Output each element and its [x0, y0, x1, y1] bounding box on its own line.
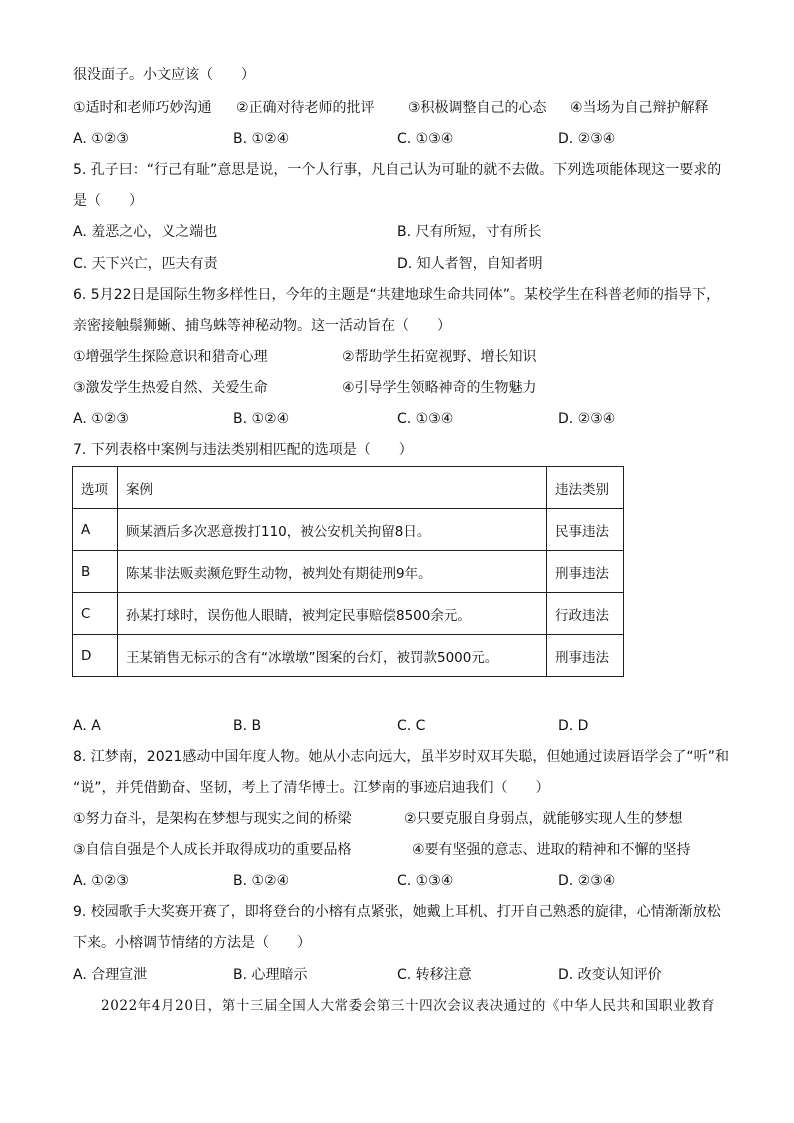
q4-item-1: ①适时和老师巧妙沟通 [73, 100, 212, 116]
q7-stem: 7. 下列表格中案例与违法类别相匹配的选项是（ ） [73, 442, 413, 458]
q8-stem: 8. 江梦南，2021感动中国年度人物。她从小志向远大，虽半岁时双耳失聪，但她通过读唇语学会了“听”和 [73, 749, 729, 765]
q9-option-c[interactable]: C. 转移注意 [397, 967, 472, 983]
q6-item-1: ①增强学生探险意识和猎奇心理 [73, 349, 268, 365]
table-row [73, 509, 624, 551]
table-cell-category: 行政违法 [547, 593, 624, 635]
q4-option-c[interactable]: C. ①③④ [397, 131, 454, 147]
q7-case-table [72, 466, 624, 677]
q9-option-a[interactable]: A. 合理宣泄 [73, 967, 148, 983]
q5-option-a[interactable]: A. 羞恶之心，义之端也 [73, 224, 218, 240]
q7-option-b[interactable]: B. B [233, 718, 262, 734]
table-header-row [73, 467, 624, 509]
table-cell-option: C [73, 593, 118, 635]
q6-item-2: ②帮助学生拓宽视野、增长知识 [342, 349, 537, 365]
q5-option-c[interactable]: C. 天下兴亡，匹夫有责 [73, 256, 218, 272]
table-cell-case: 孙某打球时，误伤他人眼睛，被判定民事赔偿8500余元。 [118, 593, 547, 635]
q5-stem: 5. 孔子曰：“行己有耻”意思是说，一个人行事，凡自己认为可耻的就不去做。下列选项能体现这一要求的 [73, 162, 722, 178]
q8-statements-row1 [73, 809, 733, 829]
q5-stem-cont: 是（ ） [73, 193, 143, 209]
q8-options [73, 871, 733, 891]
q4-option-b[interactable]: B. ①②④ [233, 131, 290, 147]
q8-statements-row2 [73, 840, 733, 860]
q8-item-4: ④要有坚强的意志、进取的精神和不懈的坚持 [412, 842, 691, 858]
q6-item-4: ④引导学生领略神奇的生物魅力 [342, 380, 537, 396]
q5-options-row1 [73, 222, 733, 242]
table-cell-case: 顾某酒后多次恶意拨打110，被公安机关拘留8日。 [118, 509, 547, 551]
q8-stem-cont: “说”，并凭借勤奋、坚韧，考上了清华博士。江梦南的事迹启迪我们（ ） [73, 780, 550, 796]
q9-option-d[interactable]: D. 改变认知评价 [558, 967, 662, 983]
table-row [73, 635, 624, 677]
q4-stem-end: 很没面子。小文应该（ ） [73, 67, 255, 83]
q4-item-2: ②正确对待老师的批评 [236, 100, 375, 116]
q5-option-d[interactable]: D. 知人者智，自知者明 [397, 256, 543, 272]
q7-option-c[interactable]: C. C [397, 718, 426, 734]
q4-item-4: ④当场为自己辩护解释 [570, 100, 709, 116]
table-cell-option: D [73, 635, 118, 677]
q5-option-b[interactable]: B. 尺有所短，寸有所长 [397, 224, 542, 240]
table-row [73, 593, 624, 635]
table-cell-category: 刑事违法 [547, 551, 624, 593]
q8-option-a[interactable]: A. ①②③ [73, 873, 129, 889]
table-cell-case: 王某销售无标示的含有“冰墩墩”图案的台灯，被罚款5000元。 [118, 635, 547, 677]
q7-options [73, 716, 733, 736]
table-cell-case: 陈某非法贩卖濒危野生动物，被判处有期徒刑9年。 [118, 551, 547, 593]
q6-stem-cont: 亲密接触鬃狮蜥、捕鸟蛛等神秘动物。这一活动旨在（ ） [73, 318, 451, 334]
q7-option-a[interactable]: A. A [73, 718, 101, 734]
table-header-cell: 选项 [73, 467, 118, 509]
q4-option-d[interactable]: D. ②③④ [558, 131, 616, 147]
table-cell-option: A [73, 509, 118, 551]
q6-option-c[interactable]: C. ①③④ [397, 411, 454, 427]
q7-option-d[interactable]: D. D [558, 718, 589, 734]
q6-options [73, 409, 733, 429]
q4-item-3: ③积极调整自己的心态 [408, 100, 547, 116]
q6-option-b[interactable]: B. ①②④ [233, 411, 290, 427]
q4-statements [73, 98, 733, 118]
q10-stem: 2022年4月20日，第十三届全国人大常委会第三十四次会议表决通过的《中华人民共和国职业教育 [101, 998, 716, 1014]
q8-item-2: ②只要克服自身弱点，就能够实现人生的梦想 [404, 811, 683, 827]
q8-item-3: ③自信自强是个人成长并取得成功的重要品格 [73, 842, 352, 858]
q5-options-row2 [73, 254, 733, 274]
q8-option-c[interactable]: C. ①③④ [397, 873, 454, 889]
q8-option-d[interactable]: D. ②③④ [558, 873, 616, 889]
q6-option-a[interactable]: A. ①②③ [73, 411, 129, 427]
q6-statements-row2 [73, 378, 733, 398]
q6-option-d[interactable]: D. ②③④ [558, 411, 616, 427]
table-row [73, 551, 624, 593]
q6-stem: 6. 5月22日是国际生物多样性日，今年的主题是“共建地球生命共同体”。某校学生在科普老师的指导下， [73, 287, 721, 303]
q9-option-b[interactable]: B. 心理暗示 [233, 967, 308, 983]
q4-options [73, 129, 733, 149]
table-cell-option: B [73, 551, 118, 593]
q6-item-3: ③激发学生热爱自然、关爱生命 [73, 380, 268, 396]
table-header-cell: 案例 [118, 467, 547, 509]
q9-options [73, 965, 733, 985]
q8-item-1: ①努力奋斗，是架构在梦想与现实之间的桥梁 [73, 811, 352, 827]
table-cell-category: 民事违法 [547, 509, 624, 551]
table-header-cell: 违法类别 [547, 467, 624, 509]
q9-stem-cont: 下来。小榕调节情绪的方法是（ ） [73, 935, 311, 951]
table-cell-category: 刑事违法 [547, 635, 624, 677]
q9-stem: 9. 校园歌手大奖赛开赛了，即将登台的小榕有点紧张，她戴上耳机、打开自己熟悉的旋律，心情渐渐放松 [73, 904, 721, 920]
q4-option-a[interactable]: A. ①②③ [73, 131, 129, 147]
q6-statements-row1 [73, 347, 733, 367]
q8-option-b[interactable]: B. ①②④ [233, 873, 290, 889]
